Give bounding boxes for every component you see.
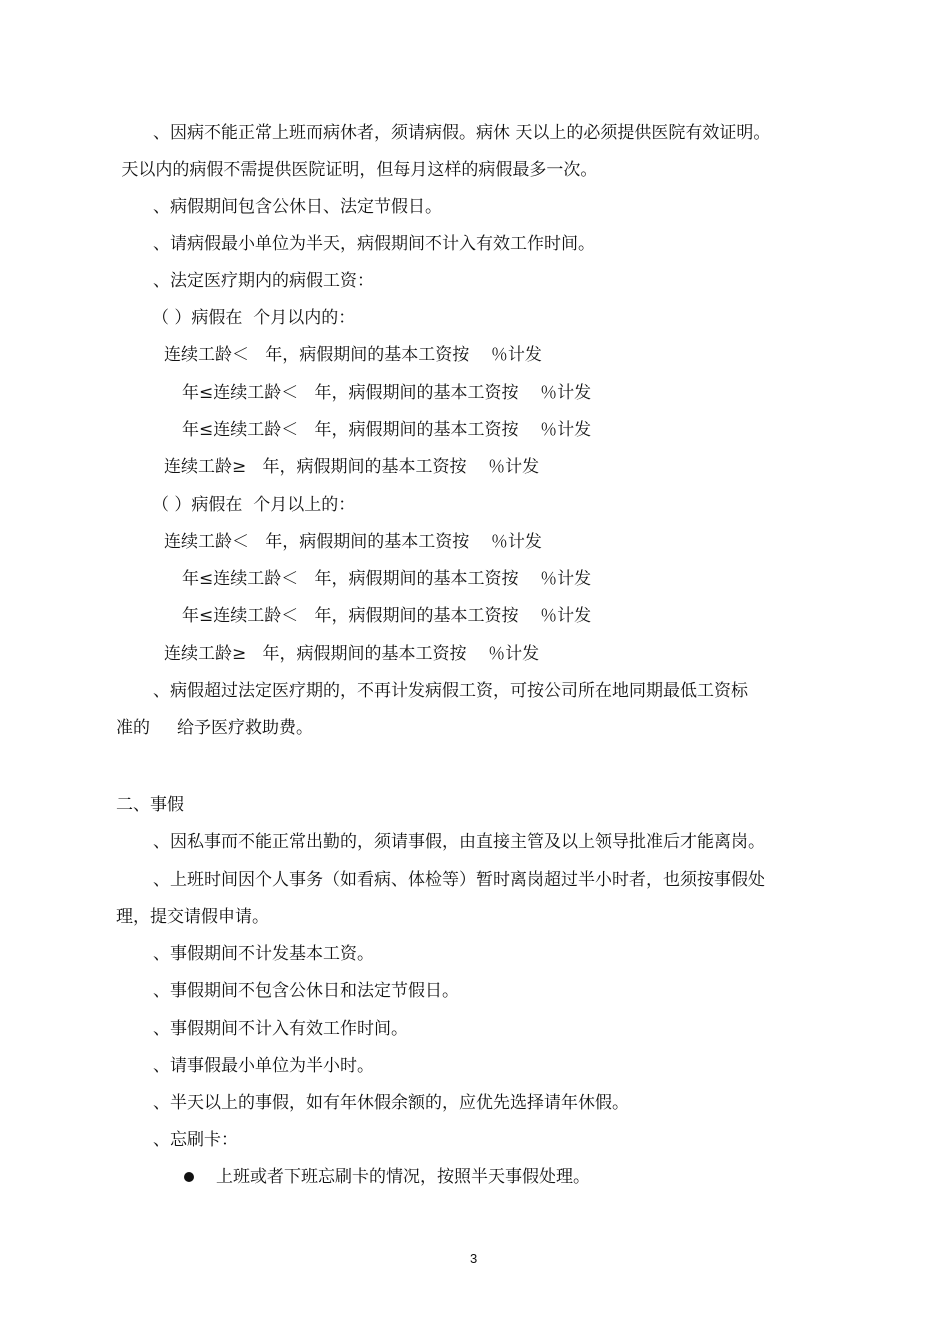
personal-leave-item-5: 、事假期间不计入有效工作时间。: [153, 1019, 408, 1039]
sick-leave-sub2-title: （ ）病假在 个月以上的：: [152, 495, 356, 515]
sick-leave-item-1-line-1: 、因病不能正常上班而病休者，须请病假。病休 天以上的必须提供医院有效证明。: [153, 123, 771, 143]
section-heading-personal-leave: 二、事假: [116, 795, 184, 815]
sick-leave-sub2-row: 连续工龄＜ 年，病假期间的基本工资按 ％计发: [164, 532, 542, 552]
sick-leave-item-5-line-1: 、病假超过法定医疗期的，不再计发病假工资，可按公司所在地同期最低工资标: [153, 681, 748, 701]
sick-leave-item-3: 、请病假最小单位为半天，病假期间不计入有效工作时间。: [153, 234, 595, 254]
sick-leave-sub1-row: 年≤连续工龄＜ 年，病假期间的基本工资按 ％计发: [182, 383, 592, 403]
sick-leave-item-5-line-2: 准的 给予医疗救助费。: [116, 718, 314, 738]
sick-leave-sub2-row: 年≤连续工龄＜ 年，病假期间的基本工资按 ％计发: [182, 569, 592, 589]
personal-leave-item-2-line-2: 理，提交请假申请。: [116, 907, 269, 927]
personal-leave-item-8: 、忘刷卡：: [153, 1130, 238, 1150]
personal-leave-bullet-1: 上班或者下班忘刷卡的情况，按照半天事假处理。: [216, 1167, 590, 1187]
sick-leave-sub2-row: 年≤连续工龄＜ 年，病假期间的基本工资按 ％计发: [182, 606, 592, 626]
personal-leave-item-1: 、因私事而不能正常出勤的，须请事假，由直接主管及以上领导批准后才能离岗。: [153, 832, 765, 852]
sick-leave-sub1-title: （ ）病假在 个月以内的：: [152, 308, 356, 328]
personal-leave-item-7: 、半天以上的事假，如有年休假余额的，应优先选择请年休假。: [153, 1093, 629, 1113]
sick-leave-sub1-row: 连续工龄≥ 年，病假期间的基本工资按 ％计发: [164, 457, 540, 477]
sick-leave-sub1-row: 年≤连续工龄＜ 年，病假期间的基本工资按 ％计发: [182, 420, 592, 440]
personal-leave-item-2-line-1: 、上班时间因个人事务（如看病、体检等）暂时离岗超过半小时者，也须按事假处: [153, 870, 765, 890]
page-number: 3: [470, 1251, 478, 1266]
personal-leave-item-3: 、事假期间不计发基本工资。: [153, 944, 374, 964]
personal-leave-item-6: 、请事假最小单位为半小时。: [153, 1056, 374, 1076]
sick-leave-sub1-row: 连续工龄＜ 年，病假期间的基本工资按 ％计发: [164, 345, 542, 365]
sick-leave-sub2-row: 连续工龄≥ 年，病假期间的基本工资按 ％计发: [164, 644, 540, 664]
sick-leave-item-1-line-2: 天以内的病假不需提供医院证明，但每月这样的病假最多一次。: [116, 160, 598, 180]
bullet-icon: [184, 1172, 194, 1182]
sick-leave-item-4: 、法定医疗期内的病假工资：: [153, 271, 374, 291]
sick-leave-item-2: 、病假期间包含公休日、法定节假日。: [153, 197, 442, 217]
personal-leave-item-4: 、事假期间不包含公休日和法定节假日。: [153, 981, 459, 1001]
